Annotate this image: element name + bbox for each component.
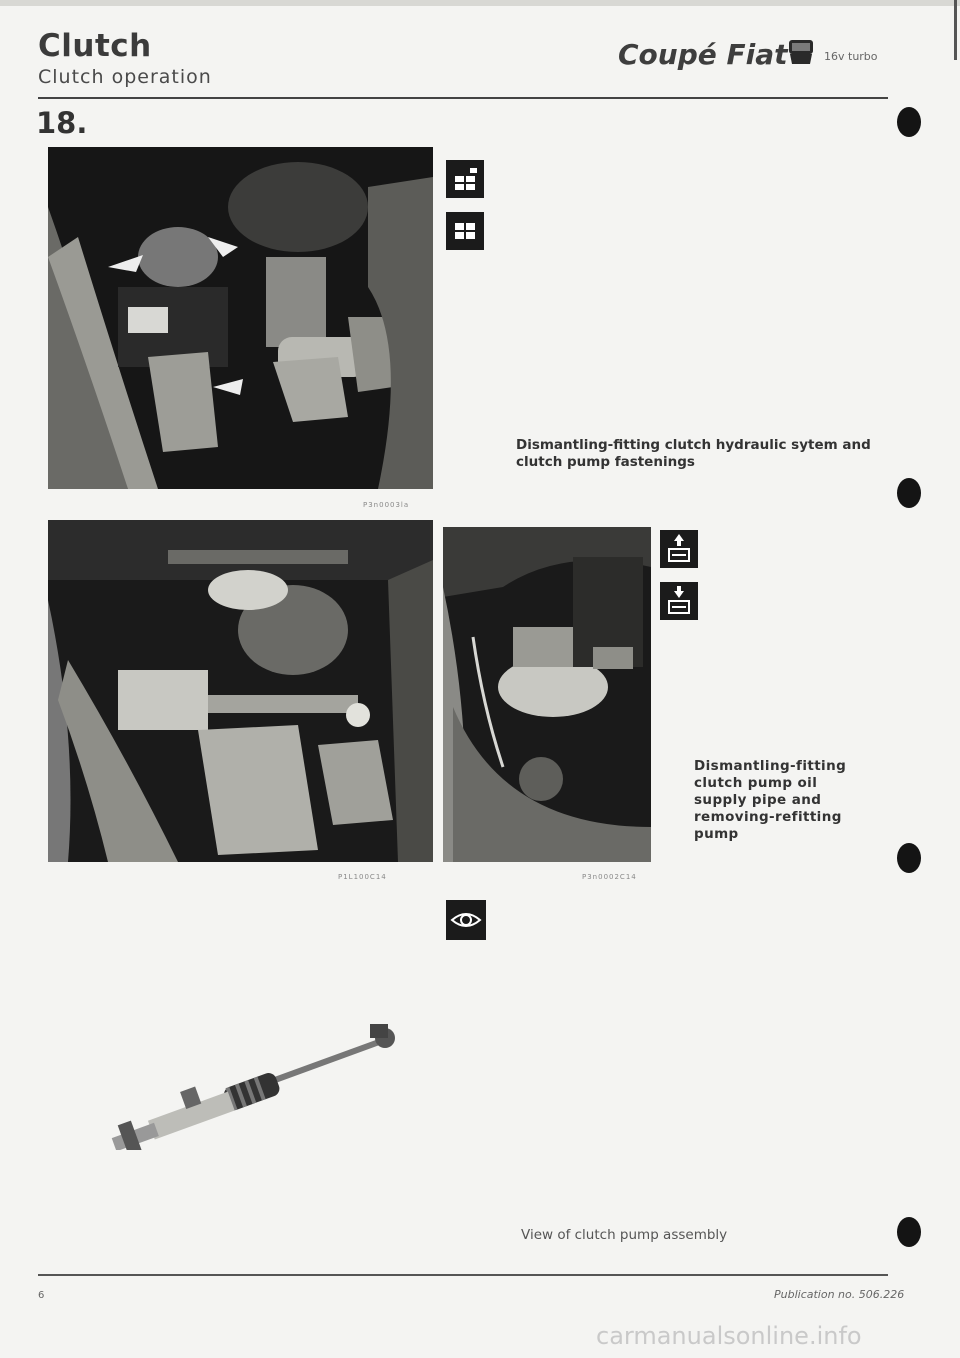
section-number: 18.: [36, 106, 88, 140]
caption-fastenings: Dismantling-fitting clutch hydraulic sytem and clutch pump fastenings: [516, 437, 871, 470]
photo-pedal-assembly: [48, 147, 433, 489]
photo-code: P1L100C14: [338, 873, 387, 881]
photo-code: P3n0002C14: [582, 873, 637, 881]
margin-dot: [897, 478, 921, 508]
removing-icon: [660, 530, 698, 568]
caption-pump-assembly: View of clutch pump assembly: [521, 1227, 728, 1243]
margin-dot: [897, 107, 921, 137]
dismantling-icon: [446, 160, 484, 198]
page-right-edge: [954, 0, 957, 60]
header-rule: [38, 97, 888, 99]
caption-oil-supply-pipe: Dismantling-fitting clutch pump oil supply pipe and removing-refitting pump: [694, 758, 847, 842]
photo-code: P3n0003la: [363, 501, 410, 509]
photo-clutch-pump: [443, 527, 651, 862]
publication-number: Publication no. 506.226: [774, 1288, 905, 1301]
footer-rule: [38, 1274, 888, 1276]
margin-dot: [897, 1217, 921, 1247]
watermark: carmanualsonline.info: [596, 1322, 862, 1350]
brand-title: Coupé Fiat: [618, 38, 788, 71]
section-title: Clutch: [38, 28, 152, 64]
photo-pedal-linkage: [48, 520, 433, 862]
page-number: 6: [38, 1290, 45, 1301]
clutch-pump-drawing: [95, 1010, 415, 1150]
margin-dot: [897, 843, 921, 873]
refitting-icon: [660, 582, 698, 620]
section-subtitle: Clutch operation: [38, 66, 212, 88]
eye-icon: [446, 900, 486, 940]
page-top-edge: [0, 0, 960, 6]
model-label: 16v turbo: [824, 50, 878, 63]
fiat-badge-icon: [786, 38, 816, 68]
fitting-icon: [446, 212, 484, 250]
